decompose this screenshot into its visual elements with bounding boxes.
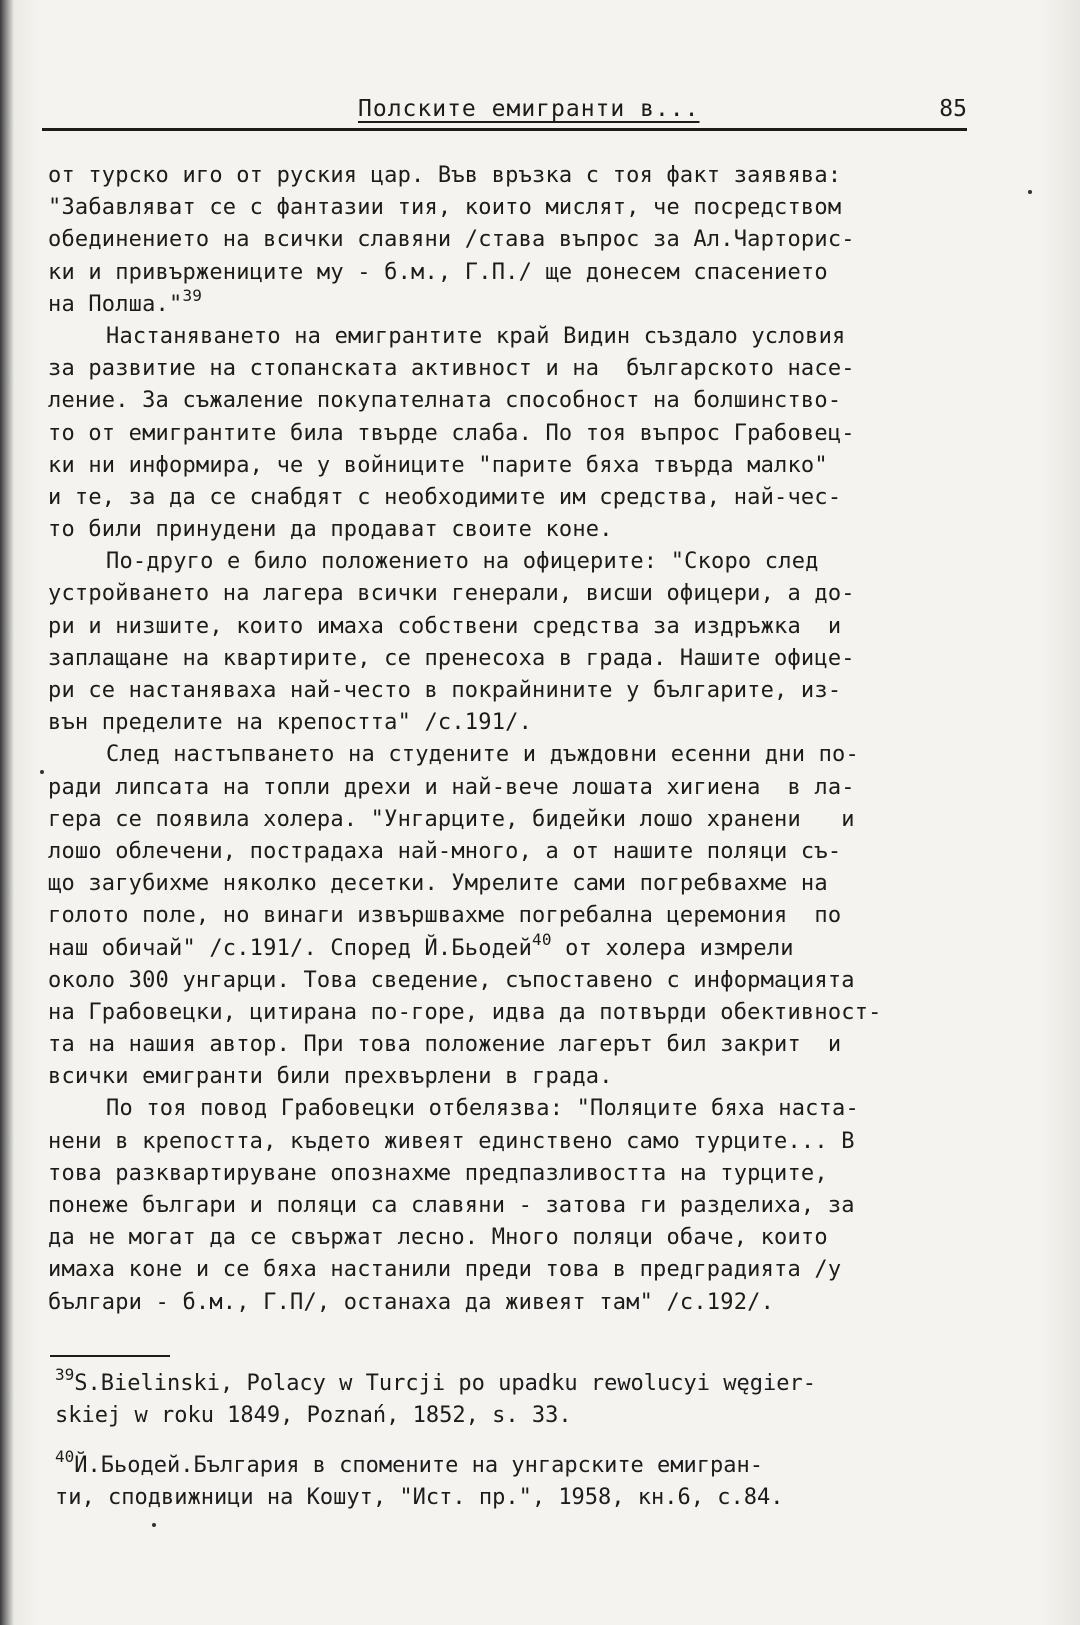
text-line bbox=[48, 160, 978, 192]
text-line-content: ри и низшите, които имаха собствени средства за издръжка и bbox=[48, 613, 842, 639]
text-line-content: що загубихме няколко десетки. Умрелите сами погребвахме на bbox=[48, 871, 828, 897]
text-line bbox=[48, 1287, 978, 1319]
text-line-content: вън пределите на крепостта" /с.191/. bbox=[48, 710, 533, 736]
text-line-content: българи - б.м., Г.П/, останаха да живеят там" /с.192/. bbox=[48, 1289, 775, 1315]
text-line bbox=[48, 900, 978, 932]
text-line bbox=[48, 1254, 978, 1286]
footnote-divider bbox=[50, 1355, 170, 1357]
text-line-content: за развитие на стопанската активност и на българското насе- bbox=[48, 356, 855, 382]
running-title: Полските емигранти в... bbox=[358, 96, 700, 122]
text-line bbox=[48, 578, 978, 610]
text-line bbox=[48, 675, 978, 707]
paper-speck bbox=[40, 770, 44, 774]
text-line-content: По-друго е било положението на офицерите: "Скоро след bbox=[106, 549, 819, 575]
text-line bbox=[48, 611, 978, 643]
text-line-content: имаха коне и се бяха настанили преди това в предградията /у bbox=[48, 1257, 842, 1283]
footnote-40 bbox=[55, 1447, 985, 1514]
text-line-content: Настаняването на емигрантите край Видин създало условия bbox=[106, 323, 846, 349]
text-line bbox=[48, 1222, 978, 1254]
text-line-content: около 300 унгарци. Това сведение, съпоставено с информацията bbox=[48, 967, 855, 993]
text-line bbox=[48, 514, 978, 546]
text-line bbox=[48, 353, 978, 385]
text-line bbox=[48, 739, 978, 771]
text-line-content: та на нашия автор. При това положение лагерът бил закрит и bbox=[48, 1032, 842, 1058]
text-line-content: ради липсата на топли дрехи и най-вече лошата хигиена в ла- bbox=[48, 774, 855, 800]
text-line bbox=[48, 482, 978, 514]
text-line-content: наш обичай" /с.191/. Според Й.Бьодей bbox=[48, 935, 533, 961]
page-number: 85 bbox=[939, 96, 967, 122]
text-line-content: то били принудени да продават своите коне. bbox=[48, 517, 613, 543]
footnote-line bbox=[55, 1400, 985, 1432]
text-line-content: обединението на всички славяни /става въпрос за Ал.Чарторис- bbox=[48, 227, 855, 253]
text-line-content: от турско иго от руския цар. Във връзка с тоя факт заявява: bbox=[48, 163, 842, 188]
footnote-text: skiej w roku 1849, Poznań, 1852, s. 33. bbox=[55, 1403, 572, 1428]
text-line bbox=[48, 965, 978, 997]
body-text bbox=[48, 160, 978, 1319]
footnote-39 bbox=[55, 1365, 985, 1432]
footnote-reference[interactable]: 40 bbox=[532, 929, 552, 949]
footnote-text: Й.Бьодей.България в спомените на унгарските емигран- bbox=[74, 1453, 764, 1478]
footnote-gap bbox=[55, 1432, 985, 1450]
text-line bbox=[48, 546, 978, 578]
text-line bbox=[48, 929, 978, 965]
text-line-content: гера се появила холера. "Унгарците, бидейки лошо хранени и bbox=[48, 806, 855, 832]
paper-speck bbox=[152, 1523, 156, 1527]
text-line-content: ление. За съжаление покупателната способност на болшинство- bbox=[48, 388, 842, 414]
text-line bbox=[48, 385, 978, 417]
text-line bbox=[48, 1061, 978, 1093]
text-line-content: нени в крепостта, където живеят единствено само турците... В bbox=[48, 1128, 855, 1154]
footnote-line bbox=[55, 1482, 985, 1514]
footnote-text: ти, сподвижници на Кошут, "Ист. пр.", 1958, кн.6, с.84. bbox=[55, 1485, 784, 1510]
footnote-number: 39 bbox=[55, 1365, 75, 1384]
text-line-content: всички емигранти били прехвърлени в града. bbox=[48, 1064, 613, 1090]
text-line bbox=[48, 192, 978, 224]
page-header bbox=[42, 94, 967, 131]
text-line-content: "Забавляват се с фантазии тия, които мислят, че посредством bbox=[48, 195, 842, 221]
text-line bbox=[48, 257, 978, 289]
text-line bbox=[48, 707, 978, 739]
text-line-content: По тоя повод Грабовецки отбелязва: "Поляците бяха наста- bbox=[106, 1096, 859, 1122]
text-line bbox=[48, 1190, 978, 1222]
text-line bbox=[48, 285, 978, 321]
footnote-text: S.Bielinski, Polacy w Turcji po upadku rewolucyi węgier- bbox=[74, 1371, 816, 1396]
footnote-line bbox=[55, 1447, 985, 1482]
text-line-content: на Полша." bbox=[48, 291, 183, 317]
text-line bbox=[48, 418, 978, 450]
text-line bbox=[48, 868, 978, 900]
text-line bbox=[48, 1029, 978, 1061]
text-line-content: устройването на лагера всички генерали, висши офицери, а до- bbox=[48, 581, 855, 607]
text-line bbox=[48, 1126, 978, 1158]
paper-speck bbox=[1028, 190, 1032, 194]
footnotes bbox=[55, 1365, 985, 1514]
text-line bbox=[48, 997, 978, 1029]
footnote-number: 40 bbox=[55, 1447, 75, 1466]
footnote-line bbox=[55, 1365, 985, 1400]
text-line bbox=[48, 772, 978, 804]
text-line-content: ки и привържениците му - б.м., Г.П./ ще донесем спасението bbox=[48, 259, 828, 285]
text-line-content: лошо облечени, пострадаха най-много, а от нашите поляци съ- bbox=[48, 838, 842, 864]
text-line-content: След настъпването на студените и дъждовни есенни дни по- bbox=[106, 742, 859, 768]
footnote-reference[interactable]: 39 bbox=[182, 285, 203, 305]
text-line bbox=[48, 321, 978, 353]
text-line-continuation: от холера измрели bbox=[551, 935, 794, 961]
text-line-content: това разквартируване опознахме предпазливостта на турците, bbox=[48, 1160, 828, 1186]
text-line-content: понеже българи и поляци са славяни - затова ги разделиха, за bbox=[48, 1193, 855, 1218]
text-line bbox=[48, 224, 978, 256]
text-line-content: заплащане на квартирите, се пренесоха в града. Нашите офице- bbox=[48, 645, 855, 671]
text-line bbox=[48, 643, 978, 675]
text-line-content: голото поле, но винаги извършвахме погребална церемония по bbox=[48, 903, 842, 929]
text-line-content: на Грабовецки, цитирана по-горе, идва да потвърди обективност- bbox=[48, 999, 882, 1025]
text-line-content: то от емигрантите била твърде слаба. По тоя въпрос Грабовец- bbox=[48, 420, 855, 446]
text-line-content: и те, за да се снабдят с необходимите им средства, най-чес- bbox=[48, 484, 842, 510]
text-line bbox=[48, 1093, 978, 1125]
text-line bbox=[48, 804, 978, 836]
text-line bbox=[48, 1158, 978, 1190]
text-line-content: да не могат да се свържат лесно. Много поляци обаче, които bbox=[48, 1225, 828, 1251]
text-line-content: ри се настаняваха най-често в покрайнините у българите, из- bbox=[48, 678, 842, 703]
text-line bbox=[48, 836, 978, 868]
text-line bbox=[48, 450, 978, 482]
text-line-content: ки ни информира, че у войниците "парите бяха твърда малко" bbox=[48, 452, 828, 478]
